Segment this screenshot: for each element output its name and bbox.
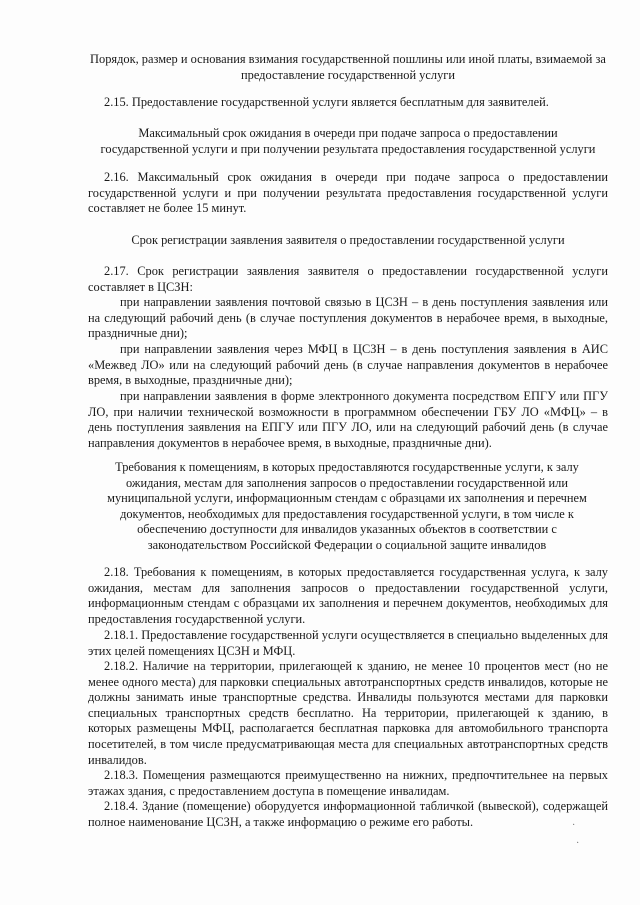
heading-wait-time: Максимальный срок ожидания в очереди при подаче запроса о предоставлении государственной услуги и при получении результата предоставления государственной услуги <box>100 126 596 156</box>
paragraph-2-17-mfc: при направлении заявления через МФЦ в ЦСЗН – в день поступления заявления в АИС «Межвед ЛО» или на следующий рабочий день (в случае направления документов в нерабочее время, в выходные, праздничные дни); <box>88 342 608 388</box>
heading-premises: Требования к помещениям, в которых предоставляются государственные услуги, к залу ожидания, местам для заполнения запросов о предоставлении государственной или муниципальной услуги, информационным стендам с образцами их заполнения и перечнем документов, необходимых для предоставления государственной услуги, в том числе к обеспечению доступности для инвалидов указанных объектов в соответствии с законодательством Российской Федерации о социальной защите инвалидов <box>107 460 587 552</box>
paragraph-2-15: 2.15. Предоставление государственной услуги является бесплатным для заявителей. <box>104 95 549 109</box>
paragraph-2-18-4: 2.18.4. Здание (помещение) оборудуется информационной табличкой (вывеской), содержащей полное наименование ЦСЗН, а также информацию о режиме его работы. <box>88 799 608 829</box>
paragraph-2-17: 2.17. Срок регистрации заявления заявителя о предоставлении государственной услуги составляет в ЦСЗН: <box>88 264 608 294</box>
scan-speck: · <box>576 838 580 849</box>
heading-registration: Срок регистрации заявления заявителя о предоставлении государственной услуги <box>131 233 565 247</box>
paragraph-2-17-mail: при направлении заявления почтовой связью в ЦСЗН – в день поступления заявления или на следующий рабочий день (в случае поступления документов в нерабочее время, в выходные, праздничные дни); <box>88 295 608 341</box>
paragraph-2-18-1: 2.18.1. Предоставление государственной услуги осуществляется в специально выделенных для этих целей помещениях ЦСЗН и МФЦ. <box>88 628 608 658</box>
paragraph-2-16: 2.16. Максимальный срок ожидания в очереди при подаче запроса о предоставлении государственной услуги и при получении результата предоставления государственной услуги составляет не более 15 минут. <box>88 170 608 216</box>
paragraph-2-17-electronic: при направлении заявления в форме электронного документа посредством ЕПГУ или ПГУ ЛО, при наличии технической возможности в программном обеспечении ГБУ ЛО «МФЦ» – в день поступления заявления на ЕПГУ или ПГУ ЛО, или на следующий рабочий день (в случае направления документов в нерабочее время, в выходные, праздничные дни). <box>88 389 608 450</box>
paragraph-2-18-3: 2.18.3. Помещения размещаются преимущественно на нижних, предпочтительнее на первых этажах здания, с предоставлением доступа в помещение инвалидам. <box>88 768 608 798</box>
paragraph-2-18: 2.18. Требования к помещениям, в которых предоставляется государственная услуга, к залу ожидания, местам для заполнения запросов о предоставлении государственной услуги, информационным стендам с образцами их заполнения и перечнем документов, необходимых для предоставления государственной услуги. <box>88 565 608 626</box>
paragraph-2-18-2: 2.18.2. Наличие на территории, прилегающей к зданию, не менее 10 процентов мест (но не менее одного места) для парковки специальных автотранспортных средств инвалидов, которые не должны занимать иные транспортные средства. Инвалиды пользуются местами для парковки специальных транспортных средств бесплатно. На территории, прилегающей к зданию, в которых размещены МФЦ, располагается бесплатная парковка для автомобильного транспорта посетителей, в том числе предусматривающая места для специальных автотранспортных средств инвалидов. <box>88 659 608 767</box>
scan-speck: · <box>572 820 576 831</box>
heading-fee: Порядок, размер и основания взимания государственной пошлины или иной платы, взимаемой за предоставление государственной услуги <box>90 52 606 82</box>
